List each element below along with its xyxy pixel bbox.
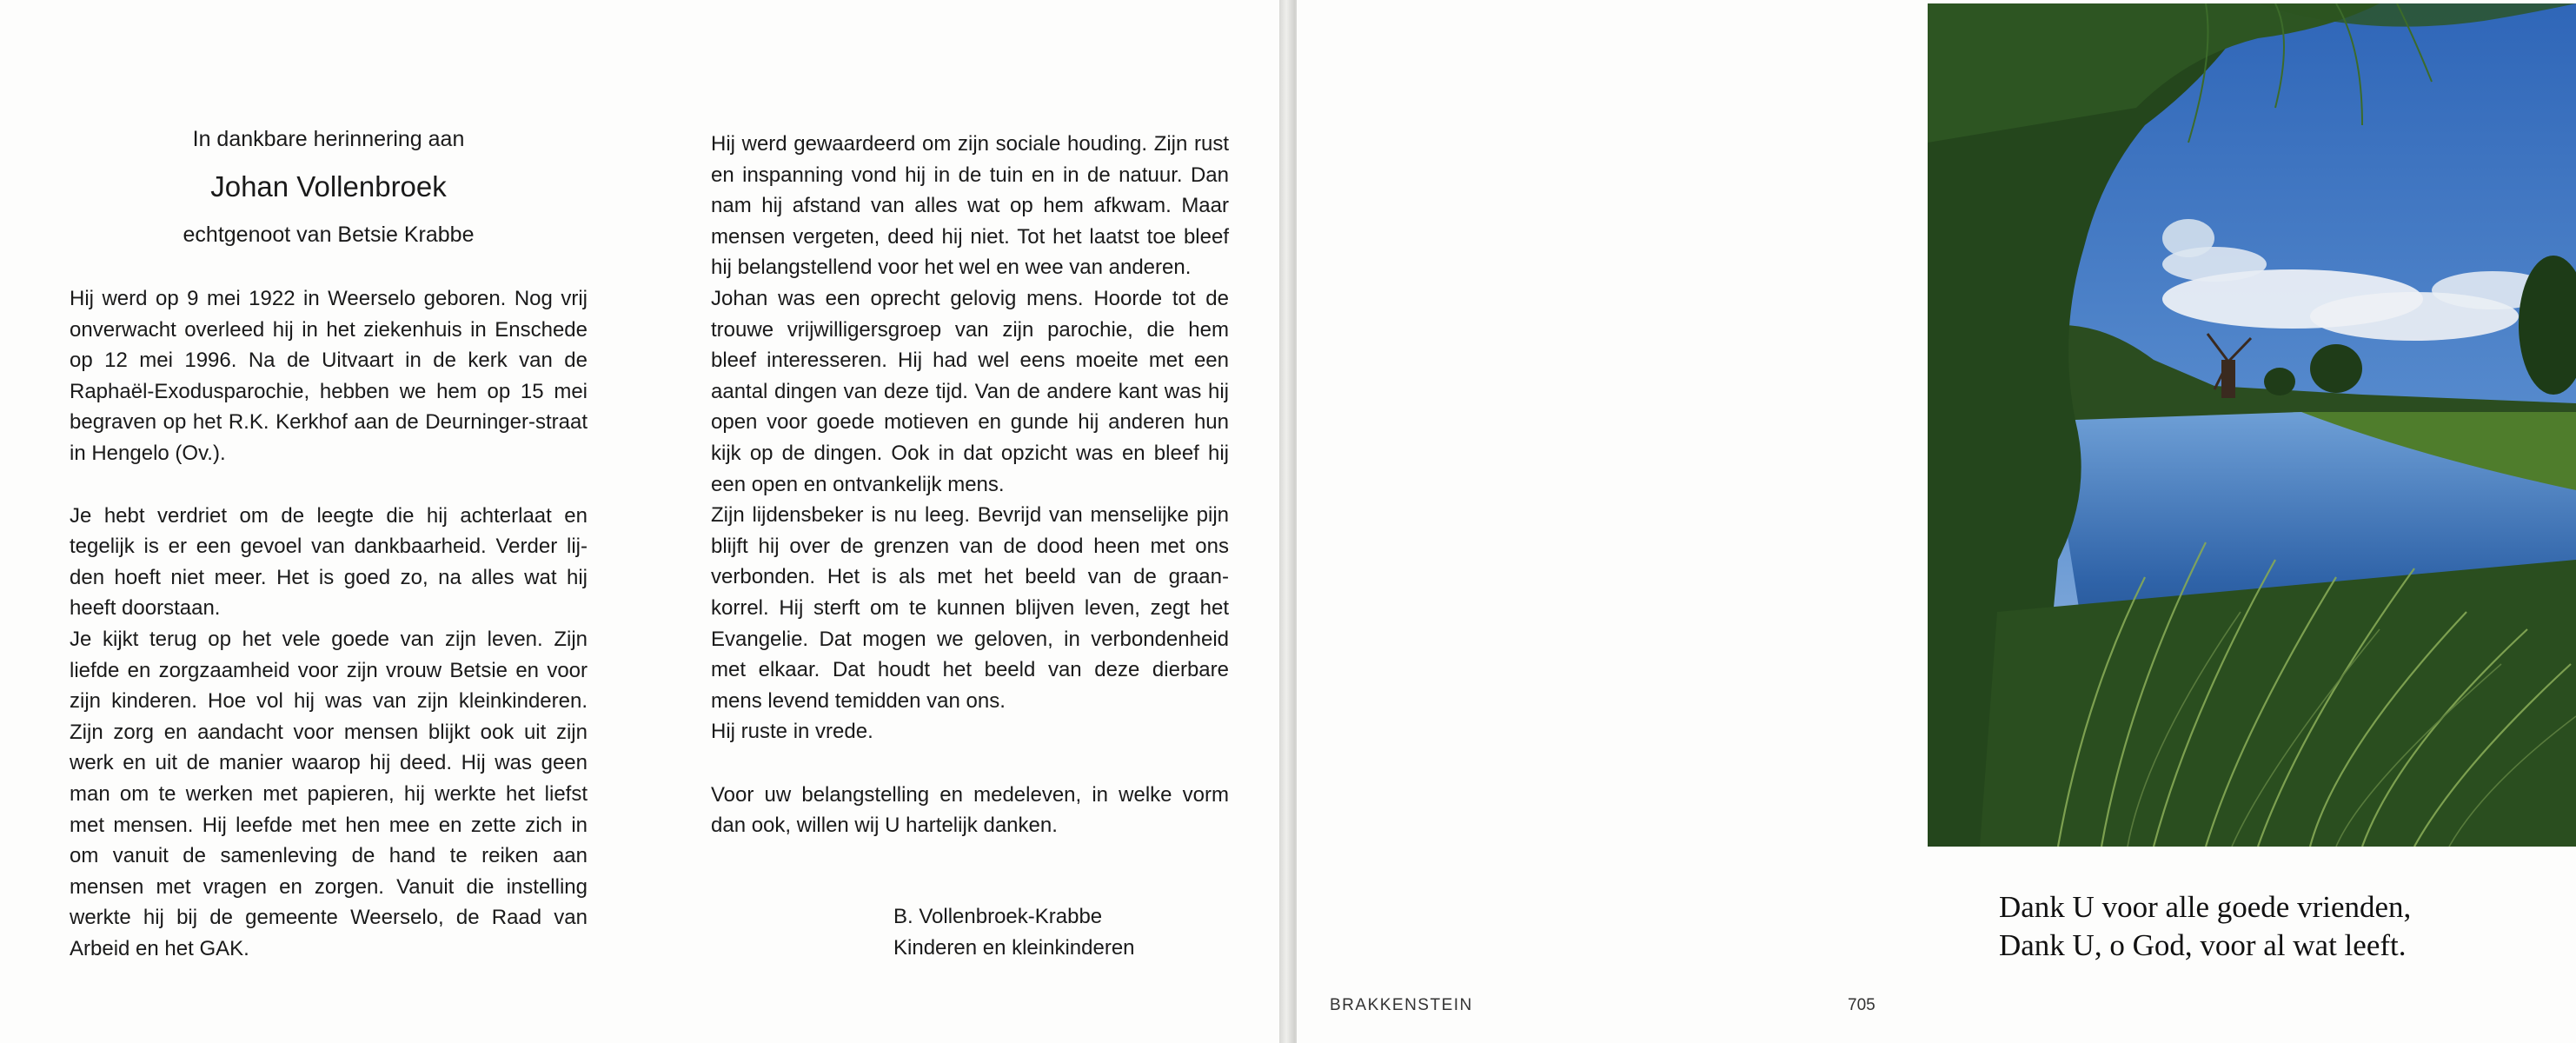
left-page [0,0,1281,1043]
signature-line-2: Kinderen en kleinkinderen [893,936,1135,960]
deceased-name: Johan Vollenbroek [210,170,447,203]
paragraph-faith: Johan was een oprecht gelovig mens. Hoorde tot de trouwe vrijwilligersgroep van zijn parochie, die hem bleef interesseren. Hij had wel eens moeite met een aantal dingen van deze tijd. Van de andere kant was hij open voor goede motieven en gunde hij anderen hun kijk op de dingen. Ook in dat opzicht was en bleef hij een open en ontvankelijk mens. [711,286,1229,496]
paragraph-suffering: Zijn lijdensbeker is nu leeg. Bevrijd van menselijke pijn blijft hij over de grenzen van de dood heen met ons verbonden. Het is als met het beeld van de graan-korrel. Hij sterft om te kunnen blijven leven, zegt het Evangelie. Dat mogen we geloven, in verbondenheid met elkaar. Dat houdt het beeld van deze dierbare mens levend temidden van ons. [711,503,1229,713]
text-column-2 [711,129,1229,841]
paragraph-rest: Hij ruste in vrede. [711,720,873,744]
publisher-name: BRAKKENSTEIN [1330,996,1473,1014]
verse-line-1: Dank U voor alle goede vrienden, [1999,890,2412,924]
canal-windmill-illustration [1928,3,2576,847]
verse-line-2: Dank U, o God, voor al wat leeft. [1999,928,2407,962]
page-number: 705 [1848,996,1876,1014]
signature-line-1: B. Vollenbroek-Krabbe [893,905,1103,928]
paragraph-thanks: Voor uw belangstelling en medeleven, in welke vorm dan ook, willen wij U hartelijk danken. [711,782,1229,838]
book-gutter [1279,0,1295,1043]
paragraph-biography: Hij werd op 9 mei 1922 in Weerselo geboren. Nog vrij onverwacht overleed hij in het ziekenhuis in Enschede op 12 mei 1996. Na de Uitvaart in de kerk van de Raphaël-Exodusparochie, hebben we hem op 15 mei begraven op het R.K. Kerkhof aan de Deurninger-straat in Hengelo (Ov.). [70,287,588,465]
paragraph-character: Hij werd gewaardeerd om zijn sociale houding. Zijn rust en inspanning vond hij in de tuin en in de natuur. Dan nam hij afstand van alles wat op hem afkwam. Maar mensen vergeten, deed hij niet. Tot het laatst toe bleef hij belangstellend voor het wel en wee van anderen. [711,132,1229,280]
paragraph-grief: Je hebt verdriet om de leegte die hij achterlaat en tegelijk is er een gevoel van dankbaarheid. Verder lij-den hoeft niet meer. Het is goed zo, na alles wat hij heeft doorstaan. [70,503,588,621]
landscape-photo [1928,3,2576,847]
text-column-1 [70,283,588,964]
spouse-line: echtgenoot van Betsie Krabbe [183,223,475,247]
intro-line: In dankbare herinnering aan [192,127,465,151]
paragraph-life: Je kijkt terug op het vele goede van zijn leven. Zijn liefde en zorgzaamheid voor zijn vrouw Betsie en voor zijn kinderen. Hoe vol hij was van zijn kleinkinderen. Zijn zorg en aandacht voor mensen blijkt ook uit zijn werk en uit de manier waarop hij deed. Hij was geen man om te werken met papieren, hij werkte het liefst met mensen. Hij leefde met hen mee en zette zich in om vanuit de samenleving de hand te reiken aan mensen met vragen en zorgen. Vanuit die instelling werkte hij bij de gemeente Weerselo, de Raad van Arbeid en het GAK. [70,627,588,960]
